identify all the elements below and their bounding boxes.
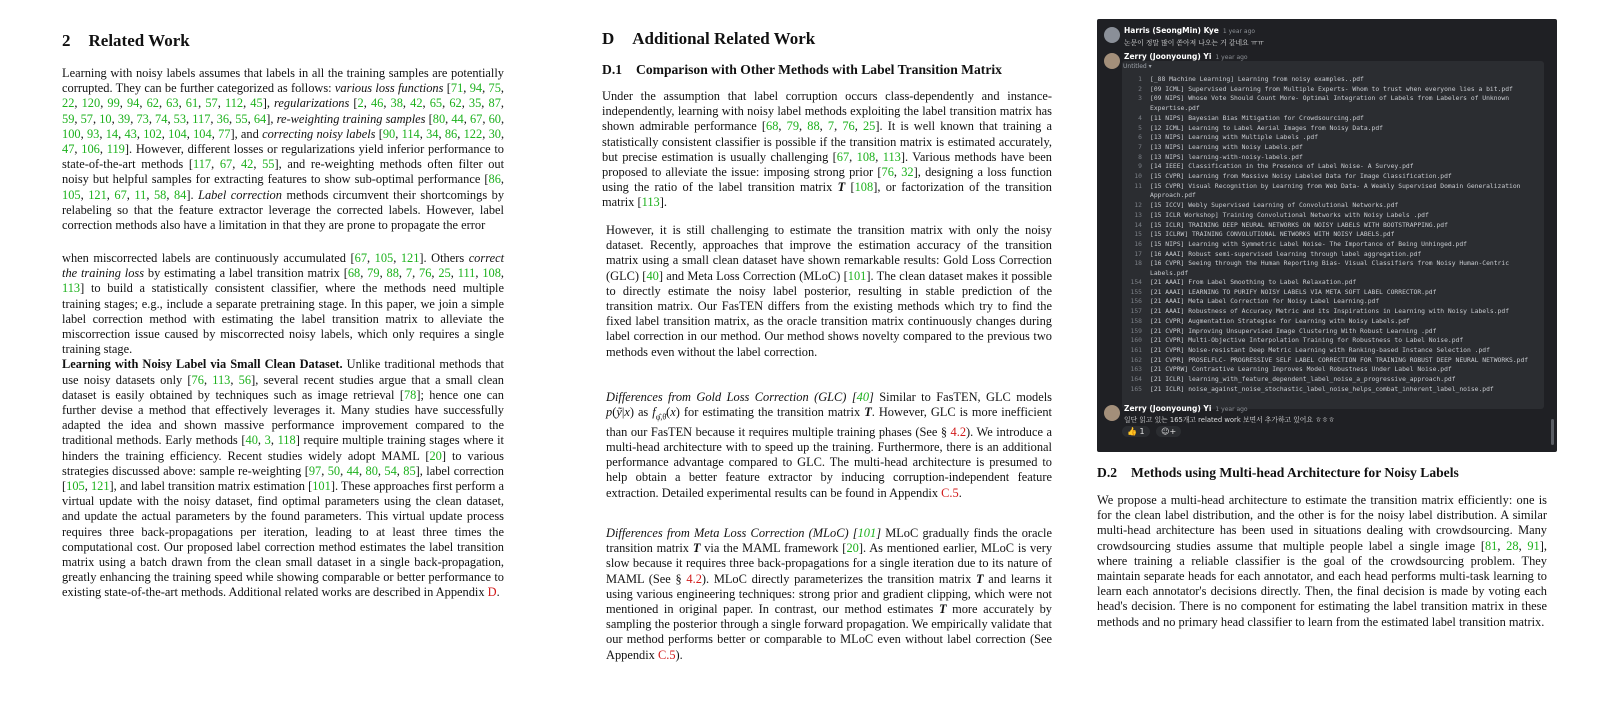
file-name: [21 CVPR] Augmentation Strategies for Learning with Noisy Labels.pdf (1150, 317, 1410, 325)
line-number: 160 (1130, 337, 1142, 345)
line-number: 9 (1138, 163, 1142, 171)
file-name: [09 NIPS] Whose Vote Should Count More- Optimal Integration of Labels from Labelers of Unknown Expertise.pdf (1150, 95, 1510, 113)
line-number: 158 (1130, 317, 1142, 325)
file-list-line (1123, 375, 1538, 385)
avatar (1104, 405, 1120, 421)
message-time: 1 year ago (1222, 28, 1256, 35)
scrollbar[interactable] (1551, 419, 1554, 445)
line-number: 12 (1134, 202, 1142, 210)
section-number: D (602, 29, 615, 48)
paragraph-d2: We propose a multi-head architecture to estimate the transition matrix efficiently: one is for the clean label distribution, and the other is for the noisy label distribution. A similar multi-head architecture has been used in situations dealing with crowdsourcing. Many crowdsourcing studies assume that multiple people label a single image [81, 28, 91], where training a reliable classifier is the goal of the crowdsourcing problem. They maintain separate heads for each annotator, and each head performs multi-task learning to learn each annotator's decisions directly. Then, the final decision is made by voting each head's decision. There is no component for estimating the label transition matrix in these methods and no primary head classifier to learn from the estimated label transition matrix. (1097, 493, 1547, 629)
line-number: 159 (1130, 327, 1142, 335)
line-number: 6 (1138, 134, 1142, 142)
chat-screenshot (1097, 19, 1557, 452)
file-name: [16 AAAI] Robust semi-supervised learning through label aggregation.pdf (1150, 250, 1422, 258)
line-number: 5 (1138, 124, 1142, 132)
file-list-line (1123, 143, 1538, 153)
file-list-line (1123, 182, 1538, 201)
line-number: 157 (1130, 308, 1142, 316)
file-list-line (1123, 211, 1538, 221)
file-list-top (1123, 75, 1538, 279)
file-name: [15 ICLR Workshop] Training Convolutional Networks with Noisy Labels .pdf (1150, 211, 1429, 219)
file-list-line (1123, 172, 1538, 182)
file-name: [21 AAAI] Robustness of Accuracy Metric and its Inspirations in Learning with Noisy Labels.pdf (1150, 308, 1510, 316)
paragraph-d1-intro: Under the assumption that label corruption occurs class-dependently and instance-independently, learning with noisy label methods exploiting the label transition matrix has shown admirable performance [68, 79, 88, 7, 76, 25]. It is well known that training a statistically consistent classifier is possible if the transition matrix is estimated accurately, but precise estimation is usually challenging [67, 108, 113]. Various methods have been proposed to alleviate the issue: imposing strong prior [76, 32], designing a loss function using the ratio of the label transition matrix T [108], or factorization of the transition matrix [113]. (602, 89, 1053, 210)
line-number: 15 (1134, 231, 1142, 239)
line-number: 11 (1134, 182, 1142, 190)
line-number: 16 (1134, 240, 1142, 248)
message-time: 1 year ago (1215, 54, 1248, 61)
paragraph-d1-glc: Differences from Gold Loss Correction (GLC) [40] Similar to FasTEN, GLC models p(ỹ|x) as $f_{\varphî,\thetâ}(x)$ for estimating the transition matrix T. However, GLC is more inefficient than our FasTEN because it requires multiple training phases (See § 4.2). We introduce a multi-head architecture with to speed up the training. Furthermore, there is an additional performance advantage compared to GLC. The multi-head architecture is presumed to help obtain a better feature extractor by inducing corruption-independent feature extraction. Detailed experimental results can be found in Appendix C.5. (606, 390, 1053, 500)
line-number: 18 (1134, 260, 1142, 268)
message-author: Zerry (Joonyoung) Yi 1 year ago (1124, 404, 1248, 413)
file-name: [15 CVPR] Learning from Massive Noisy Labeled Data for Image Classification.pdf (1150, 173, 1452, 181)
line-number: 4 (1138, 114, 1142, 122)
file-name: [21 CVPR] Multi-Objective Interpolation Training for Robustness to Label Noise.pdf (1150, 337, 1464, 345)
line-number: 2 (1138, 85, 1142, 93)
section-title: Related Work (88, 31, 190, 50)
line-number: 154 (1130, 279, 1142, 286)
file-list-line (1123, 336, 1538, 346)
file-name: [13 NIPS] learning-with-noisy-labels.pdf (1150, 153, 1303, 161)
file-list-line (1123, 250, 1538, 260)
section-heading-additional-related-work (602, 29, 815, 49)
file-list-line (1123, 346, 1538, 356)
file-list-line (1123, 240, 1538, 250)
line-number: 10 (1134, 173, 1142, 181)
section-number: 2 (62, 31, 71, 50)
file-list-bottom (1123, 278, 1538, 394)
file-name: [09 ICML] Supervised Learning from Multiple Experts- Whom to trust when everyone lies a bit.pdf (1150, 85, 1513, 93)
thumbs-up-reaction[interactable]: 👍 1 (1122, 426, 1150, 437)
file-list-line (1123, 297, 1538, 307)
file-name: [15 ICLR] TRAINING DEEP NEURAL NETWORKS ON NOISY LABELS WITH BOOTSTRAPPING.pdf (1150, 221, 1448, 229)
section-heading-related-work (62, 31, 190, 51)
line-number: 164 (1130, 376, 1142, 384)
file-list-line (1123, 365, 1538, 375)
file-name: [16 CVPR] Seeing through the Human Reporting Bias- Visual Classifiers from Noisy Human-Centric Labels.pdf (1150, 260, 1510, 278)
file-list-line (1123, 153, 1538, 163)
file-list-line (1123, 133, 1538, 143)
file-name: [13 NIPS] Learning with Noisy Labels.pdf (1150, 143, 1303, 151)
file-name: [12 ICML] Learning to Label Aerial Images from Noisy Data.pdf (1150, 124, 1383, 132)
file-list-line (1123, 327, 1538, 337)
message-author: Harris (SeongMin) Kye 1 year ago (1124, 26, 1256, 35)
file-name: [21 CVPR] Noise-resistant Deep Metric Learning with Ranking-based Instance Selection .pdf (1150, 346, 1490, 354)
line-number: 165 (1130, 385, 1142, 393)
line-number: 163 (1130, 366, 1142, 374)
file-name: [15 ICLRW] TRAINING CONVOLUTIONAL NETWORKS WITH NOISY LABELS.pdf (1150, 231, 1395, 239)
avatar (1104, 27, 1120, 43)
line-number: 8 (1138, 153, 1142, 161)
subsection-heading-d2 (1097, 465, 1459, 481)
paragraph-d1-mloc: Differences from Meta Loss Correction (MLoC) [101] MLoC gradually finds the oracle transition matrix T via the MAML framework [20]. As mentioned earlier, MLoC is very slow because it requires three back-propagations for a single iteration due to its nature of MAML (See § 4.2). MLoC directly parameterizes the transition matrix T and learns it using various engineering techniques: strong prior and gradient clipping, which were not mentioned in original paper. In contrast, our method estimates T more accurately by sampling the posterior through a single forward propagation. We empirically validate that our method performs better or comparable to MLoC even without label correction (See Appendix C.5). (606, 526, 1053, 662)
file-list-line (1123, 221, 1538, 231)
file-list-line (1123, 317, 1538, 327)
line-number: 162 (1130, 356, 1142, 364)
line-number: 1 (1138, 76, 1142, 83)
line-number: 13 (1134, 211, 1142, 219)
file-name: [21 ICLR] learning_with_feature_dependent_label_noise_a_progressive_approach.pdf (1150, 376, 1456, 384)
message-text: 일단 읽고 있는 165개고 related work 보면서 추가하고 있어요 ㅎㅎㅎ (1124, 416, 1335, 424)
file-name: [21 AAAI] From Label Smoothing to Label Relaxation.pdf (1150, 279, 1357, 286)
paragraph-d1-challenge: However, it is still challenging to estimate the transition matrix with only the noisy dataset. Recently, approaches that improve the estimation accuracy of the transition matrix using a small clean dataset have shown remarkable results: Gold Loss Correction (GLC) [40] and Meta Loss Correction (MLoC) [101]. The clean dataset makes it possible to directly estimate the noisy label posterior, resulting in stable prediction of the transition matrix. Our FasTEN differs from the existing methods which try to find the fixed label transition matrix, as the oracle transition matrix continuously changes during label correction in our method. Our method shows novelty compared to the previous two methods even without the label correction. (606, 223, 1052, 359)
line-number: 7 (1138, 143, 1142, 151)
line-number: 14 (1134, 221, 1142, 229)
file-list-line (1123, 288, 1538, 298)
line-number: 161 (1130, 346, 1142, 354)
reaction-bar (1122, 426, 1185, 437)
file-list-line (1123, 94, 1538, 113)
line-number: 17 (1134, 250, 1142, 258)
message-text: 논문이 정말 많이 쏟아져 나오는 거 같네요 ㅠㅠ (1124, 39, 1264, 47)
file-name: [_88 Machine Learning] Learning from noisy examples..pdf (1150, 76, 1364, 83)
file-name: [11 NIPS] Bayesian Bias Mitigation for Crowdsourcing.pdf (1150, 114, 1364, 122)
file-name: [15 ICCV] Webly Supervised Learning of Convolutional Networks.pdf (1150, 202, 1399, 210)
line-number: 155 (1130, 288, 1142, 296)
file-name: [13 NIPS] Learning with Multiple Labels .pdf (1150, 134, 1319, 142)
paragraph-related-work-cont: when miscorrected labels are continuously accumulated [67, 105, 121]. Others correct the training loss by estimating a label transition matrix [68, 79, 88, 7, 76, 25, 111, 108, 113] to build a statistically consistent classifier, where the methods need multiple training stages; e.g., include a separate pretraining stage. In this paper, we join a simple label correction method with estimating the label transition matrix to alleviate the miscorrection issue caused by miscorrected noisy labels, which only requires a single training stage. Learning with Noisy Label via Small Clean Dataset. Unlike traditional methods that use noisy datasets only [76, 113, 56], several recent studies argue that a small clean dataset is easily obtained by techniques such as image retrieval [78]; hence one can further devise a method that effectively leverages it. Many studies have successfully adapted the idea and shown massive performance improvement compared to the traditional methods. Early methods [40, 3, 118] require multiple training stages where it hinders the training efficiency. Recent studies widely adopt MAML [20] to various strategies discussed above: sample re-weighting [97, 50, 44, 80, 54, 85], label correction [105, 121], and label transition matrix estimation [101]. These approaches first perform a virtual update with the noisy dataset, find optimal parameters using the clean dataset, and update the actual parameters by the found parameters. This virtual update process requires three back-propagations per iteration, leading to at least three times the computational cost. Our proposed label correction method estimates the label transition matrix using a batch drawn from the clean small dataset in a single back-propagation, greatly enhancing the training speed while showing comparable or better performance to existing state-of-the-art methods. Additional related works are described in Appendix D. (62, 251, 505, 600)
section-title: Additional Related Work (632, 29, 816, 48)
file-name: [21 CVPR] PROSELFLC- PROGRESSIVE SELF LABEL CORRECTION FOR TRAINING ROBUST DEEP NEURAL NETWORKS.pdf (1150, 356, 1529, 364)
file-name: [21 ICLR] noise_against_noise_stochastic_label_noise_helps_combat_inherent_label_noise.pdf (1150, 385, 1494, 393)
file-list-line (1123, 230, 1538, 240)
line-number: 156 (1130, 298, 1142, 306)
file-list-line (1123, 162, 1538, 172)
file-name: [21 AAAI] LEARNING TO PURIFY NOISY LABELS VIA META SOFT LABEL CORRECTOR.pdf (1150, 288, 1437, 296)
file-name: [15 CVPR] Visual Recognition by Learning from Web Data- A Weakly Supervised Domain Generalization Approach.pdf (1150, 182, 1521, 200)
file-name: [21 CVPR] Improving Unsupervised Image Clustering With Robust Learning .pdf (1150, 327, 1437, 335)
file-list-line (1123, 356, 1538, 366)
file-name: [15 NIPS] Learning with Symmetric Label Noise- The Importance of Being Unhinged.pdf (1150, 240, 1467, 248)
file-list-line (1123, 307, 1538, 317)
file-list-line (1123, 124, 1538, 134)
file-list-line (1123, 201, 1538, 211)
paragraph-related-work: Learning with noisy labels assumes that labels in all the training samples are potentially corrupted. They can be further categorized as follows: various loss functions [71, 94, 75, 22, 120, 99, 94, 62, 63, 61, 57, 112, 45], regularizations [2, 46, 38, 42, 65, 62, 35, 87, 59, 57, 10, 39, 73, 74, 53, 117, 36, 55, 64], re-weighting training samples [80, 44, 67, 60, 100, 93, 14, 43, 102, 104, 104, 77], and correcting noisy labels [90, 114, 34, 86, 122, 30, 47, 106, 119]. However, different losses or regularizations yield inferior performance to state-of-the-art methods [117, 67, 42, 55], and re-weighting methods often filter out noisy but helpful samples for extracting features to show sub-optimal performance [86, 105, 121, 67, 11, 58, 84]. Label correction methods circumvent their shortcomings by relabeling so that the feature extractor leverage the corrected labels. However, label correction methods also have a limitation in that they are prone to propagate the error (62, 66, 505, 233)
file-name: [21 CVPRW] Contrastive Learning Improves Model Robustness Under Label Noise.pdf (1150, 366, 1452, 374)
subsection-title: Comparison with Other Methods with Label Transition Matrix (636, 62, 1002, 77)
file-name: [21 AAAI] Meta Label Correction for Noisy Label Learning.pdf (1150, 298, 1380, 306)
add-reaction-icon[interactable]: ☺+ (1156, 426, 1181, 437)
subsection-title: Methods using Multi-head Architecture for Noisy Labels (1131, 465, 1459, 480)
message-author: Zerry (Joonyoung) Yi 1 year ago (1124, 52, 1248, 61)
codeblock-title[interactable]: Untitled ▾ (1123, 63, 1152, 70)
subsection-number: D.1 (602, 62, 623, 77)
avatar (1104, 53, 1120, 69)
file-list-line (1123, 114, 1538, 124)
file-list-line (1123, 278, 1538, 288)
line-number: 3 (1138, 95, 1142, 103)
file-list-line (1123, 75, 1538, 85)
subsection-heading-d1 (602, 62, 1002, 78)
message-time: 1 year ago (1215, 406, 1248, 413)
file-list-line (1123, 259, 1538, 278)
file-name: [14 IEEE] Classification in the Presence of Label Noise- A Survey.pdf (1150, 163, 1414, 171)
file-list-line (1123, 85, 1538, 95)
subsection-number: D.2 (1097, 465, 1118, 480)
file-list-line (1123, 385, 1538, 395)
